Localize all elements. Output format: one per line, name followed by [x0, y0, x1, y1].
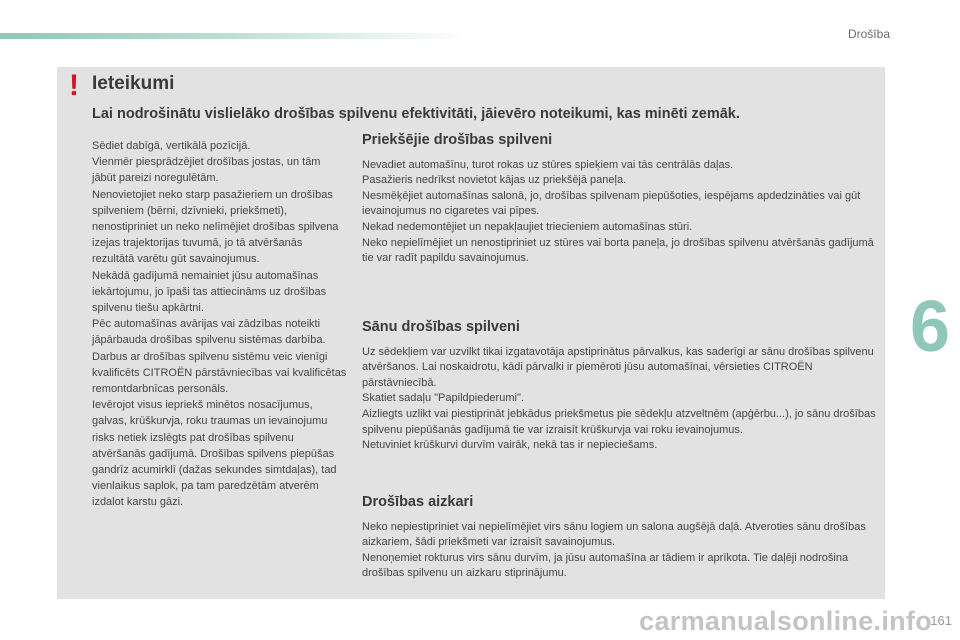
- section-paragraph: Netuviniet krūškurvi durvīm vairāk, nekā tas ir nepieciešams.: [362, 439, 658, 452]
- section-paragraph: Neko nepiestipriniet vai nepielīmējiet virs sānu logiem un salona augšējā daļā. Atveroties sānu drošības aizkariem, šādi priekšmeti var izraisīt savainojumus.: [362, 520, 866, 549]
- section-heading: Drošības aizkari: [362, 494, 474, 510]
- advice-paragraph: Ievērojot visus iepriekš minētos nosacījumus, galvas, krūškurvja, roku traumas un ievainojumu risks netiek izslēgts pat drošības spilvenu atvēršanās gadījumā. Drošības spilvens piepūšas gandrīz acumirklī (dažas sekundes simtdaļas), tad vienlaikus saplok, pa tam paredzētām atverēm izdalot karstu gāzi.: [92, 399, 337, 509]
- advice-paragraph: Sēdiet dabīgā, vertikālā pozīcijā.: [92, 140, 251, 152]
- section-paragraph: Nenoņemiet rokturus virs sānu durvīm, ja jūsu automašīna ar tādiem ir aprīkota. Tie daļēji nodrošina drošības spilvenu un aizkaru stiprinājumu.: [362, 551, 849, 580]
- section-paragraph: Skatiet sadaļu "Papildpiederumi".: [362, 392, 524, 405]
- watermark: carmanualsonline.info: [639, 606, 932, 636]
- section-title: Drošība: [847, 27, 890, 41]
- general-advice-column: [92, 138, 347, 511]
- advice-paragraph: Nenovietojiet neko starp pasažieriem un drošības spilveniem (bērni, dzīvnieki, priekšmeti), nenostipriniet un neko nelīmējiet drošības spilvena izejas trajektorijas tuvumā, jo tā atvēršanās rezultātā varētu gūt savainojumus.: [92, 188, 339, 266]
- section-paragraph: Nesmēķējiet automašīnas salonā, jo, drošības spilvenam piepūšoties, iespējams apdedzināties vai gūt ievainojumus no cigaretes vai pīpes.: [362, 189, 861, 218]
- section-paragraph: Nevadiet automašīnu, turot rokas uz stūres spieķiem vai tās centrālās daļas.: [362, 158, 734, 171]
- panel-subtitle: Lai nodrošinātu vislielāko drošības spilvenu efektivitāti, jāievēro noteikumi, kas minēti zemāk.: [92, 106, 740, 122]
- chapter-number: 6: [900, 285, 960, 370]
- section-paragraph: Nekad nedemontējiet un nepakļaujiet triecieniem automašīnas stūri.: [362, 220, 693, 233]
- advice-paragraph: Vienmēr piesprādzējiet drošības jostas, un tām jābūt pareizi noregulētām.: [92, 156, 321, 185]
- header-accent-bar: [0, 33, 470, 39]
- exclamation-icon: !: [69, 69, 79, 102]
- page-number: 161: [930, 613, 952, 628]
- advice-panel: [57, 67, 885, 599]
- section-paragraph: Aizliegts uzlikt vai piestiprināt jebkādus priekšmetus pie sēdekļu atzveltnēm (apģērbu...), jo sānu drošības spilvenu piepūšanās gadījumā tie var izraisīt krūškurvja vai roku ievainojumus.: [362, 407, 876, 436]
- section-paragraph: Uz sēdekļiem var uzvilkt tikai izgatavotāja apstiprinātus pārvalkus, kas saderīgi ar sānu drošības spilvenu atvēršanos. Lai noskaidrotu, kādi pārvalki ir piemēroti jūsu automašīnai, vērsieties CITROËN pārstāvniecībā.: [362, 345, 874, 389]
- section-paragraph: Pasažieris nedrīkst novietot kājas uz priekšējā paneļa.: [362, 174, 627, 187]
- section-paragraph: Neko nepielīmējiet un nenostipriniet uz stūres vai borta paneļa, jo drošības spilvenu atvēršanās gadījumā tie var radīt papildu savainojumus.: [362, 236, 874, 265]
- advice-paragraph: Pēc automašīnas avārijas vai zādzības noteikti jāpārbauda drošības spilvenu sistēmas darbība.: [92, 318, 326, 347]
- section-heading: Priekšējie drošības spilveni: [362, 132, 553, 148]
- curtain-airbags-section: [362, 495, 882, 582]
- side-airbags-section: [362, 320, 882, 454]
- section-heading: Sānu drošības spilveni: [362, 319, 520, 335]
- panel-title: Ieteikumi: [92, 73, 175, 94]
- front-airbags-section: [362, 133, 882, 267]
- advice-paragraph: Nekādā gadījumā nemainiet jūsu automašīnas iekārtojumu, jo īpaši tas attiecināms uz drošības spilvenu tiešu apkārtni.: [92, 269, 327, 315]
- advice-paragraph: Darbus ar drošības spilvenu sistēmu veic vienīgi kvalificēts CITROËN pārstāvniecības vai kvalificētas remontdarbnīcas personāls.: [92, 350, 347, 396]
